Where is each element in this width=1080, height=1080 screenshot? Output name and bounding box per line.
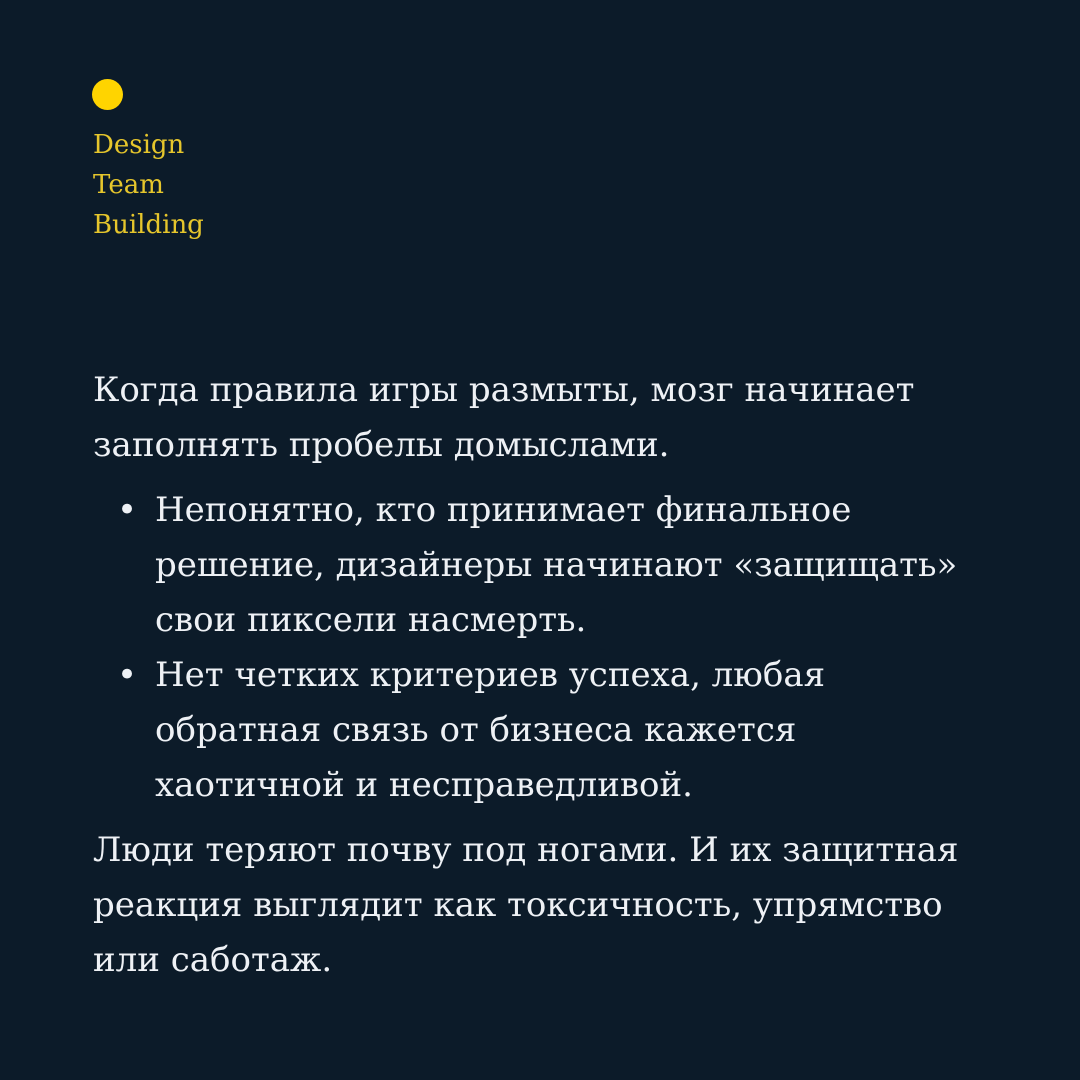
intro-paragraph: Когда правила игры размыты, мозг начинает заполнять пробелы домыслами. — [93, 370, 915, 465]
bullet-marker: • — [117, 655, 138, 695]
bullet-item — [93, 648, 993, 813]
brand-logo — [93, 125, 204, 245]
bullet-text: Нет четких критериев успеха, любая обратная связь от бизнеса кажется хаотичной и несправедливой. — [155, 655, 826, 805]
brand-line-building: Building — [93, 210, 204, 240]
bullet-marker: • — [117, 490, 138, 530]
brand-dot — [92, 79, 123, 110]
bullet-item — [93, 483, 993, 648]
bullet-text: Непонятно, кто принимает финальное решение, дизайнеры начинают «защищать» свои пиксели насмерть. — [155, 490, 958, 640]
conclusion-paragraph: Люди теряют почву под ногами. И их защитная реакция выглядит как токсичность, упрямство или саботаж. — [93, 830, 959, 980]
bullet-list — [93, 483, 993, 813]
brand-line-design: Design — [93, 130, 185, 160]
main-content — [93, 363, 993, 988]
brand-line-team: Team — [93, 170, 164, 200]
